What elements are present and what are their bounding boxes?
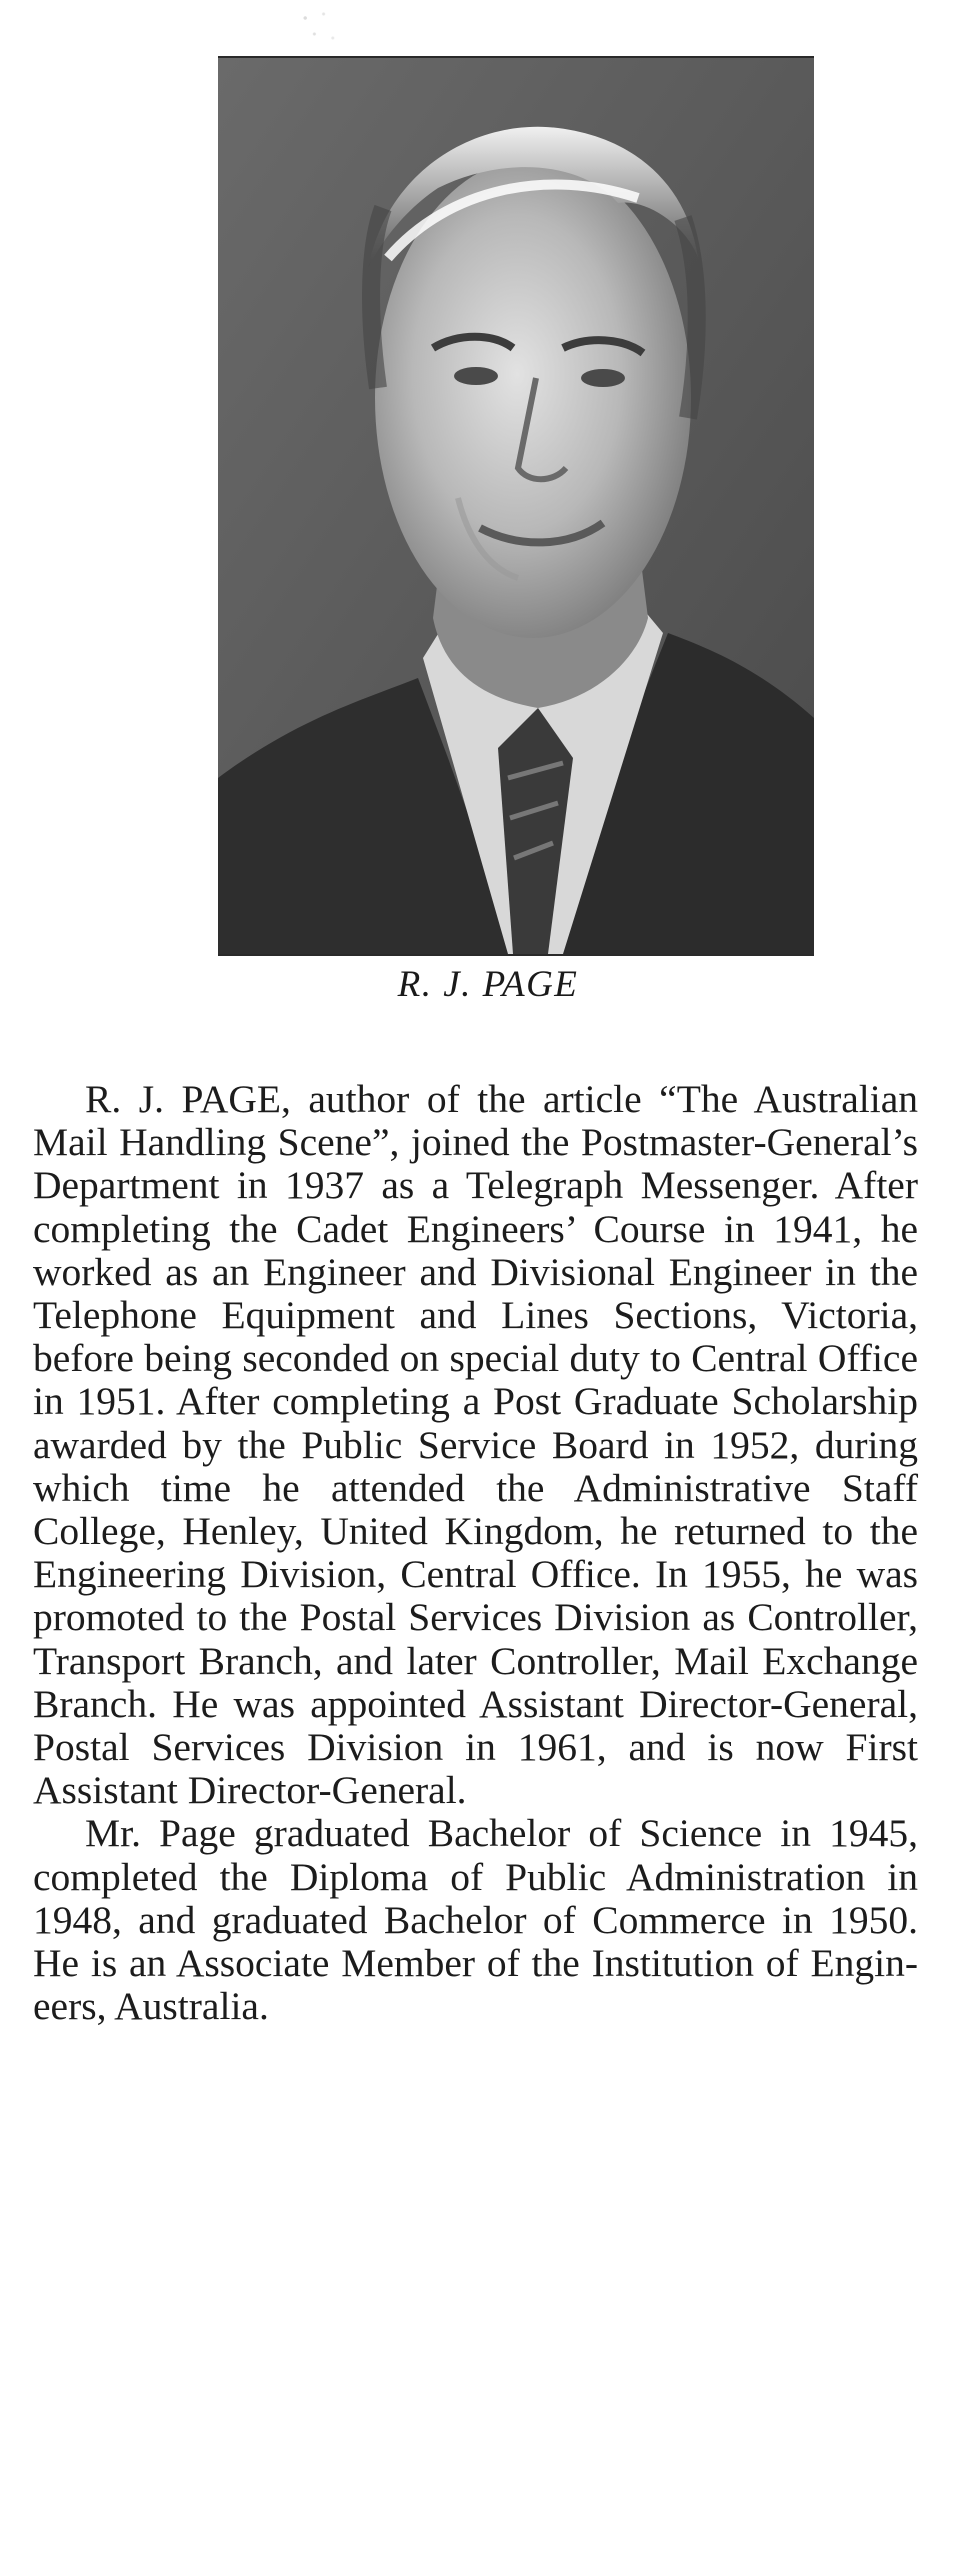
scan-speck bbox=[296, 6, 342, 46]
biography-paragraph-career: R. J. PAGE, author of the article “The Australian Mail Handling Scene”, joined the Postmaster-General’s Department in 1937 as a Telegraph Messenger. After completing the Cadet Engineers’ Course in 1941, he worked as an Engineer and Divisional Engineer in the Telephone Equipment and Lines Sections, Victoria, before being seconded on special duty to Central Office in 1951. After completing a Post Graduate Scholarship awarded by the Public Service Board in 1952, during which time he attended the Administrative Staff College, Henley, United Kingdom, he returned to the Engineering Division, Central Office. In 1955, he was promoted to the Postal Services Division as Controller, Transport Branch, and later Controller, Mail Exchange Branch. He was appointed Assistant Director-General, Postal Services Division in 1961, and is now First Assistant Director-General. bbox=[33, 1077, 918, 1813]
portrait-illustration bbox=[218, 58, 814, 954]
portrait-photo bbox=[218, 56, 814, 956]
biography-paragraph-education: Mr. Page graduated Bachelor of Science in 1945, completed the Diploma of Public Administration in 1948, and graduated Bachelor of Commerce in 1950. He is an Associate Member of the Institution of Engineers, Australia. bbox=[33, 1811, 918, 2029]
photo-caption: R. J. PAGE bbox=[397, 964, 579, 1005]
biography-article bbox=[33, 1078, 918, 2028]
